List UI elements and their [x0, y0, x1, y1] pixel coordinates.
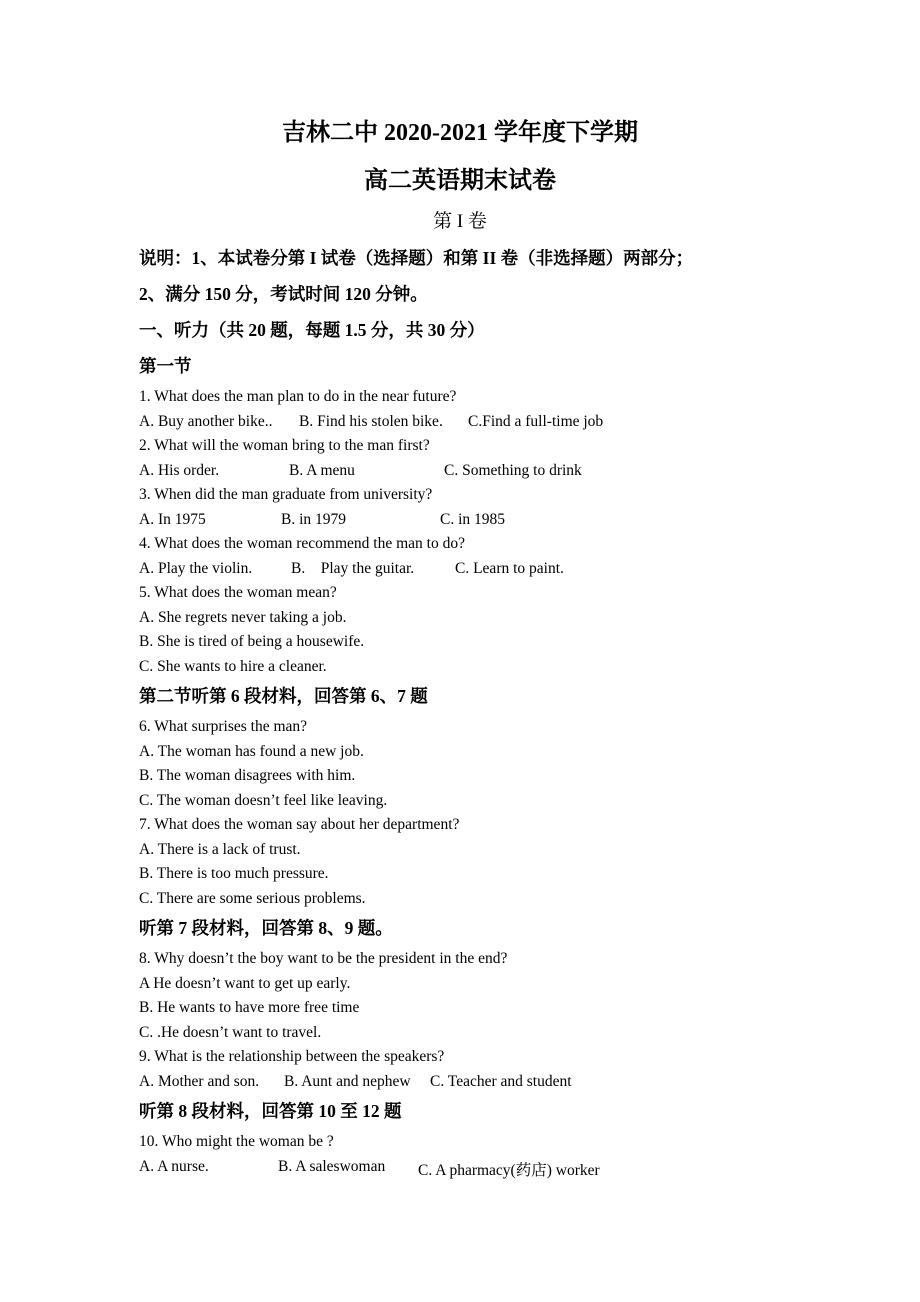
section-2-heading: 第二节听第 6 段材料，回答第 6、7 题 — [139, 686, 428, 706]
option-b: B. Find his stolen bike. — [299, 413, 443, 430]
question-10-stem: 10. Who might the woman be ? — [139, 1133, 334, 1150]
option-c: C. A pharmacy(药店) worker — [418, 1162, 600, 1179]
option-b: B. A menu — [289, 462, 355, 479]
question-5-option-a: A. She regrets never taking a job. — [139, 609, 347, 626]
question-6-stem: 6. What surprises the man? — [139, 718, 308, 735]
question-5-stem: 5. What does the woman mean? — [139, 584, 337, 601]
option-c: C.Find a full-time job — [468, 413, 604, 430]
question-6-option-a: A. The woman has found a new job. — [139, 743, 364, 760]
question-7-option-b: B. There is too much pressure. — [139, 865, 329, 882]
instructions-line-2: 2、满分 150 分，考试时间 120 分钟。 — [139, 284, 428, 304]
question-5-option-b: B. She is tired of being a housewife. — [139, 633, 365, 650]
option-c: C. in 1985 — [440, 511, 506, 528]
option-c: C. Something to drink — [444, 462, 582, 479]
option-a: A. A nurse. — [139, 1158, 209, 1175]
question-7-stem: 7. What does the woman say about her department? — [139, 816, 460, 833]
option-c: C. Learn to paint. — [455, 560, 564, 577]
section-3-heading: 听第 7 段材料，回答第 8、9 题。 — [139, 918, 393, 938]
question-6-option-c: C. The woman doesn’t feel like leaving. — [139, 792, 388, 809]
question-6-option-b: B. The woman disagrees with him. — [139, 767, 356, 784]
option-a: A. Mother and son. — [139, 1073, 260, 1090]
option-a: A. Play the violin. — [139, 560, 253, 577]
exam-title: 吉林二中 2020-2021 学年度下学期 — [282, 120, 638, 146]
question-9-stem: 9. What is the relationship between the speakers? — [139, 1048, 445, 1065]
option-a: A. Buy another bike.. — [139, 413, 273, 430]
question-7-option-c: C. There are some serious problems. — [139, 890, 366, 907]
volume-label: 第 I 卷 — [433, 211, 487, 232]
option-b: B. Aunt and nephew — [284, 1073, 411, 1090]
question-4-stem: 4. What does the woman recommend the man to do? — [139, 535, 465, 552]
question-7-option-a: A. There is a lack of trust. — [139, 841, 301, 858]
option-a: A. In 1975 — [139, 511, 206, 528]
option-b: B. A saleswoman — [278, 1158, 386, 1175]
option-c: C. Teacher and student — [430, 1073, 572, 1090]
question-3-stem: 3. When did the man graduate from university? — [139, 486, 433, 503]
instructions-line-1: 说明：1、本试卷分第 I 试卷（选择题）和第 II 卷（非选择题）两部分； — [139, 248, 694, 268]
section-4-heading: 听第 8 段材料，回答第 10 至 12 题 — [139, 1101, 402, 1121]
question-8-option-c: C. .He doesn’t want to travel. — [139, 1024, 322, 1041]
option-b: B. Play the guitar. — [291, 560, 415, 577]
question-8-option-b: B. He wants to have more free time — [139, 999, 360, 1016]
question-8-option-a: A He doesn’t want to get up early. — [139, 975, 351, 992]
question-2-stem: 2. What will the woman bring to the man first? — [139, 437, 430, 454]
listening-heading: 一、听力（共 20 题，每题 1.5 分，共 30 分） — [139, 320, 485, 340]
question-8-stem: 8. Why doesn’t the boy want to be the president in the end? — [139, 950, 508, 967]
option-a: A. His order. — [139, 462, 220, 479]
question-1-stem: 1. What does the man plan to do in the near future? — [139, 388, 457, 405]
option-b: B. in 1979 — [281, 511, 347, 528]
question-5-option-c: C. She wants to hire a cleaner. — [139, 658, 327, 675]
section-1-heading: 第一节 — [139, 356, 192, 376]
exam-subtitle: 高二英语期末试卷 — [364, 168, 556, 194]
